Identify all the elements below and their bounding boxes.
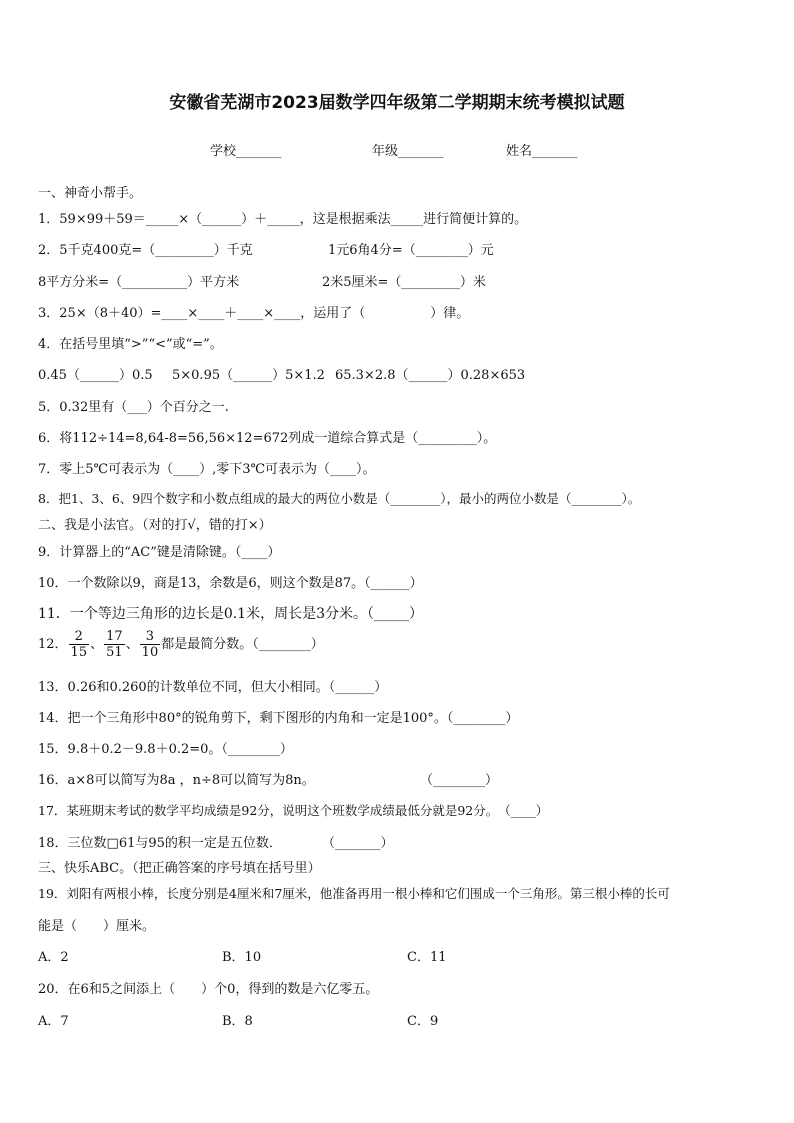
question-19-line1: 19．刘阳有两根小棒，长度分别是4厘米和7厘米，他准备再用一根小棒和它们围成一个三角形。第三根小棒的长可 — [38, 886, 670, 901]
question-4a: 0.45（______）0.5 — [38, 368, 153, 383]
question-2c: 8平方分米=（__________）平方米 — [38, 275, 240, 290]
section-heading-3: 三、快乐ABC。（把正确答案的序号填在括号里） — [38, 861, 321, 876]
school-field: 学校_______ — [210, 144, 282, 159]
q19-option-b: B．10 — [222, 950, 262, 965]
question-6: 6．将112÷14=8,64-8=56,56×12=672列成一道综合算式是（_________）。 — [38, 431, 497, 446]
question-13: 13．0.26和0.260的计数单位不同，但大小相同。（______） — [38, 680, 388, 695]
question-12-suffix: 都是最简分数。（________） — [161, 637, 324, 652]
q20-option-b: B．8 — [222, 1014, 253, 1029]
question-17: 17．某班期末考试的数学平均成绩是92分，说明这个班数学成绩最低分就是92分。 （____） — [38, 803, 549, 818]
q20-option-a: A．7 — [38, 1014, 69, 1029]
question-12-prefix: 12． — [38, 637, 68, 652]
question-4c: 65.3×2.8（______）0.28×653 — [335, 368, 526, 383]
question-4: 4．在括号里填“>”“<”或“=”。 — [38, 337, 223, 352]
section-heading-2: 二、我是小法官。（对的打√，错的打×） — [38, 518, 272, 533]
question-7: 7．零上5℃可表示为（____）,零下3℃可表示为（____）。 — [38, 462, 376, 477]
question-18: 18．三位数□61与95的积一定是五位数． — [38, 836, 282, 851]
question-9: 9．计算器上的“AC”键是清除键。（____） — [38, 545, 281, 560]
question-10: 10．一个数除以9，商是13，余数是6，则这个数是87。（______） — [38, 576, 423, 591]
fraction-2: $\frac{17}{51}$ — [106, 629, 123, 660]
grade-field: 年级_______ — [372, 144, 444, 159]
question-8: 8．把1、3、6、9四个数字和小数点组成的最大的两位小数是（________），最小的两位小数是（________）。 — [38, 491, 641, 506]
question-12: 12． $\frac{2}{15}$ 、 $\frac{17}{51}$ 、 $\frac{3}{10}$ 都是最简分数。（________） — [38, 629, 324, 660]
name-field: 姓名_______ — [506, 144, 578, 159]
question-16-blank: （________） — [420, 773, 499, 788]
q20-option-c: C．9 — [407, 1014, 439, 1029]
question-1: 1．59×99＋59＝_____×（______）＋_____，这是根据乘法_____进行简便计算的。 — [38, 212, 528, 227]
question-19-line2: 能是（ ）厘米。 — [38, 919, 156, 934]
question-11: 11．一个等边三角形的边长是0.1米，周长是3分米。（_____） — [38, 606, 423, 622]
question-18-blank: （_______） — [322, 836, 394, 851]
question-16: 16．a×8可以简写为8a ，n÷8可以简写为8n。 — [38, 773, 315, 788]
question-4b: 5×0.95（______）5×1.2 — [172, 368, 325, 383]
question-2a: 2．5千克400克=（_________）千克 — [38, 243, 253, 258]
question-14: 14．把一个三角形中80°的锐角剪下，剩下图形的内角和一定是100°。（________） — [38, 711, 519, 726]
q19-option-a: A．2 — [38, 950, 69, 965]
question-15: 15．9.8＋0.2－9.8＋0.2=0。（________） — [38, 742, 293, 757]
fraction-3: $\frac{3}{10}$ — [141, 629, 159, 660]
page-title: 安徽省芜湖市2023届数学四年级第二学期期末统考模拟试题 — [169, 93, 625, 113]
q19-option-c: C．11 — [407, 950, 447, 965]
question-2d: 2米5厘米=（_________）米 — [322, 275, 486, 290]
fraction-1: $\frac{2}{15}$ — [70, 629, 88, 660]
question-20: 20．在6和5之间添上（ ）个0，得到的数是六亿零五。 — [38, 982, 379, 997]
section-heading-1: 一、神奇小帮手。 — [38, 186, 143, 201]
question-5: 5．0.32里有（___）个百分之一. — [38, 400, 229, 415]
question-3: 3．25×（8＋40）=____×____＋____×____，运用了（ ）律。 — [38, 306, 470, 321]
question-2b: 1元6角4分=（________）元 — [328, 243, 494, 258]
